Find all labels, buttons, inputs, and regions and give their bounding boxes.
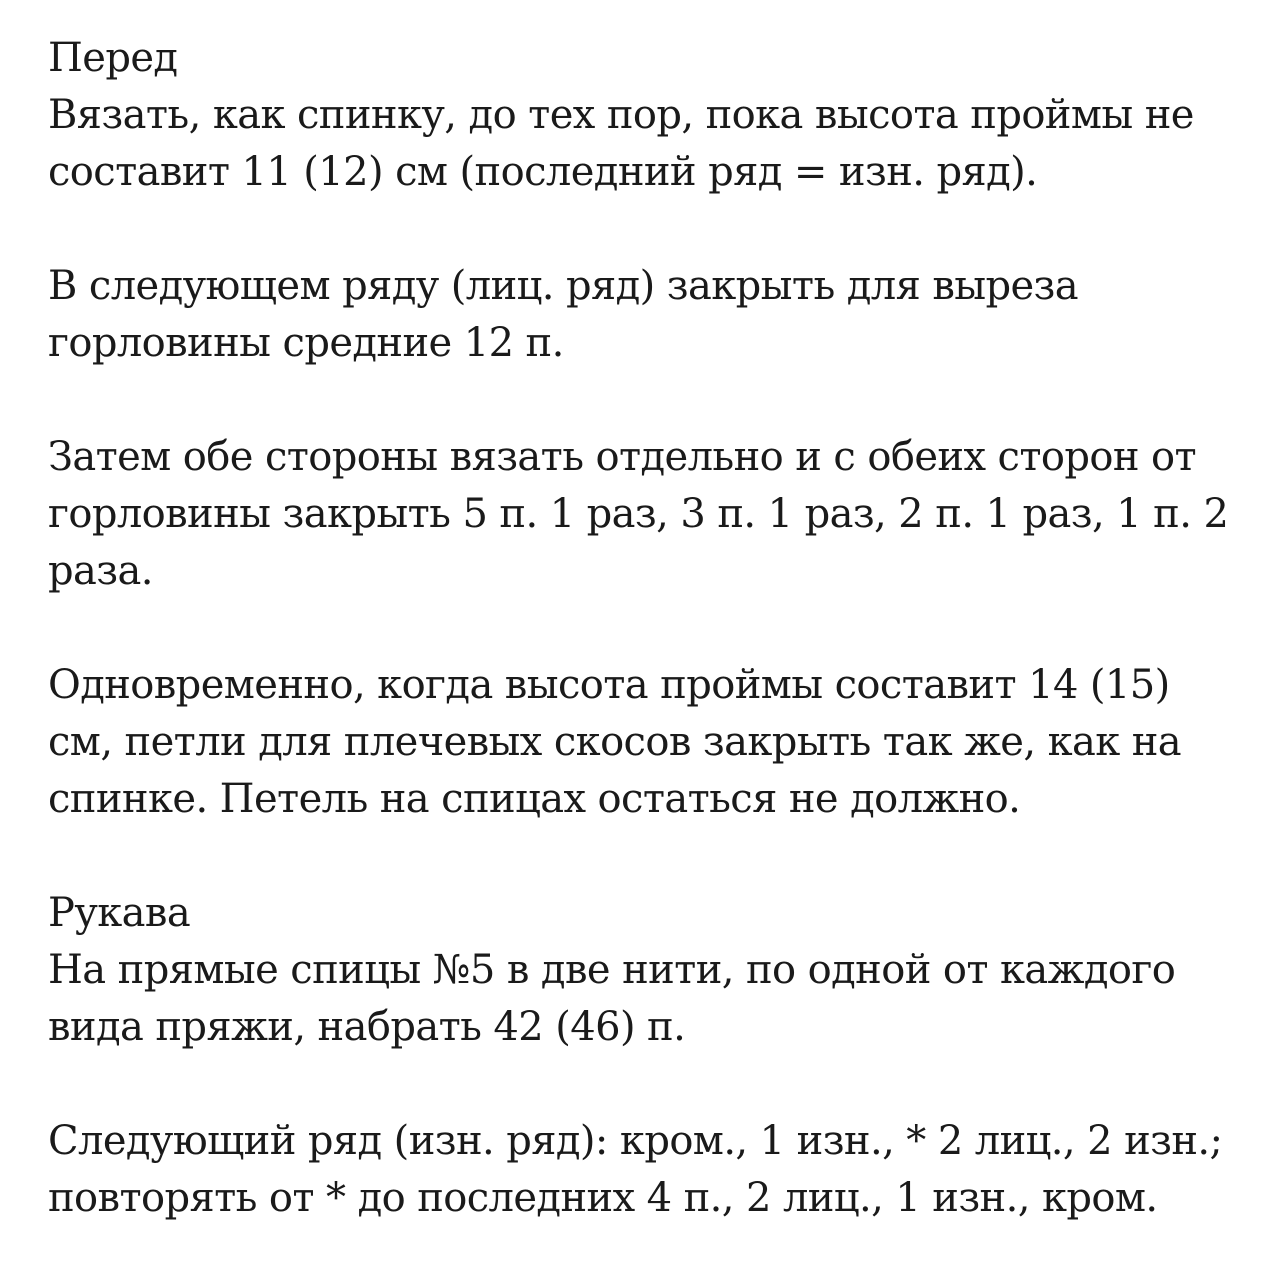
- paragraph-line: В следующем ряду (лиц. ряд) закрыть для выреза: [48, 263, 1079, 309]
- paragraph-line: горловины закрыть 5 п. 1 раз, 3 п. 1 раз, 2 п. 1 раз, 1 п. 2: [48, 491, 1229, 537]
- paragraph-gap: [48, 600, 1248, 657]
- paragraph-line: На прямые спицы №5 в две нити, по одной от каждого: [48, 947, 1176, 993]
- paragraph-line: спинке. Петель на спицах остаться не должно.: [48, 776, 1021, 822]
- paragraph-gap: [48, 1056, 1248, 1113]
- section-heading-front: Перед: [48, 35, 178, 81]
- section-heading-sleeves: Рукава: [48, 890, 191, 936]
- paragraph-line: см, петли для плечевых скосов закрыть так же, как на: [48, 719, 1182, 765]
- paragraph-line: Затем обе стороны вязать отдельно и с обеих сторон от: [48, 434, 1197, 480]
- paragraph-line: Одновременно, когда высота проймы составит 14 (15): [48, 662, 1170, 708]
- paragraph-line: Вязать, как спинку, до тех пор, пока высота проймы не: [48, 92, 1194, 138]
- paragraph-gap: [48, 372, 1248, 429]
- paragraph-line: повторять от * до последних 4 п., 2 лиц., 1 изн., кром.: [48, 1175, 1158, 1221]
- instruction-page: [48, 30, 1248, 1227]
- paragraph-line: горловины средние 12 п.: [48, 320, 564, 366]
- paragraph-gap: [48, 201, 1248, 258]
- paragraph-line: раза.: [48, 548, 153, 594]
- paragraph-line: Следующий ряд (изн. ряд): кром., 1 изн., * 2 лиц., 2 изн.;: [48, 1118, 1223, 1164]
- paragraph-gap: [48, 828, 1248, 885]
- paragraph-line: вида пряжи, набрать 42 (46) п.: [48, 1004, 686, 1050]
- paragraph-line: составит 11 (12) см (последний ряд = изн. ряд).: [48, 149, 1038, 195]
